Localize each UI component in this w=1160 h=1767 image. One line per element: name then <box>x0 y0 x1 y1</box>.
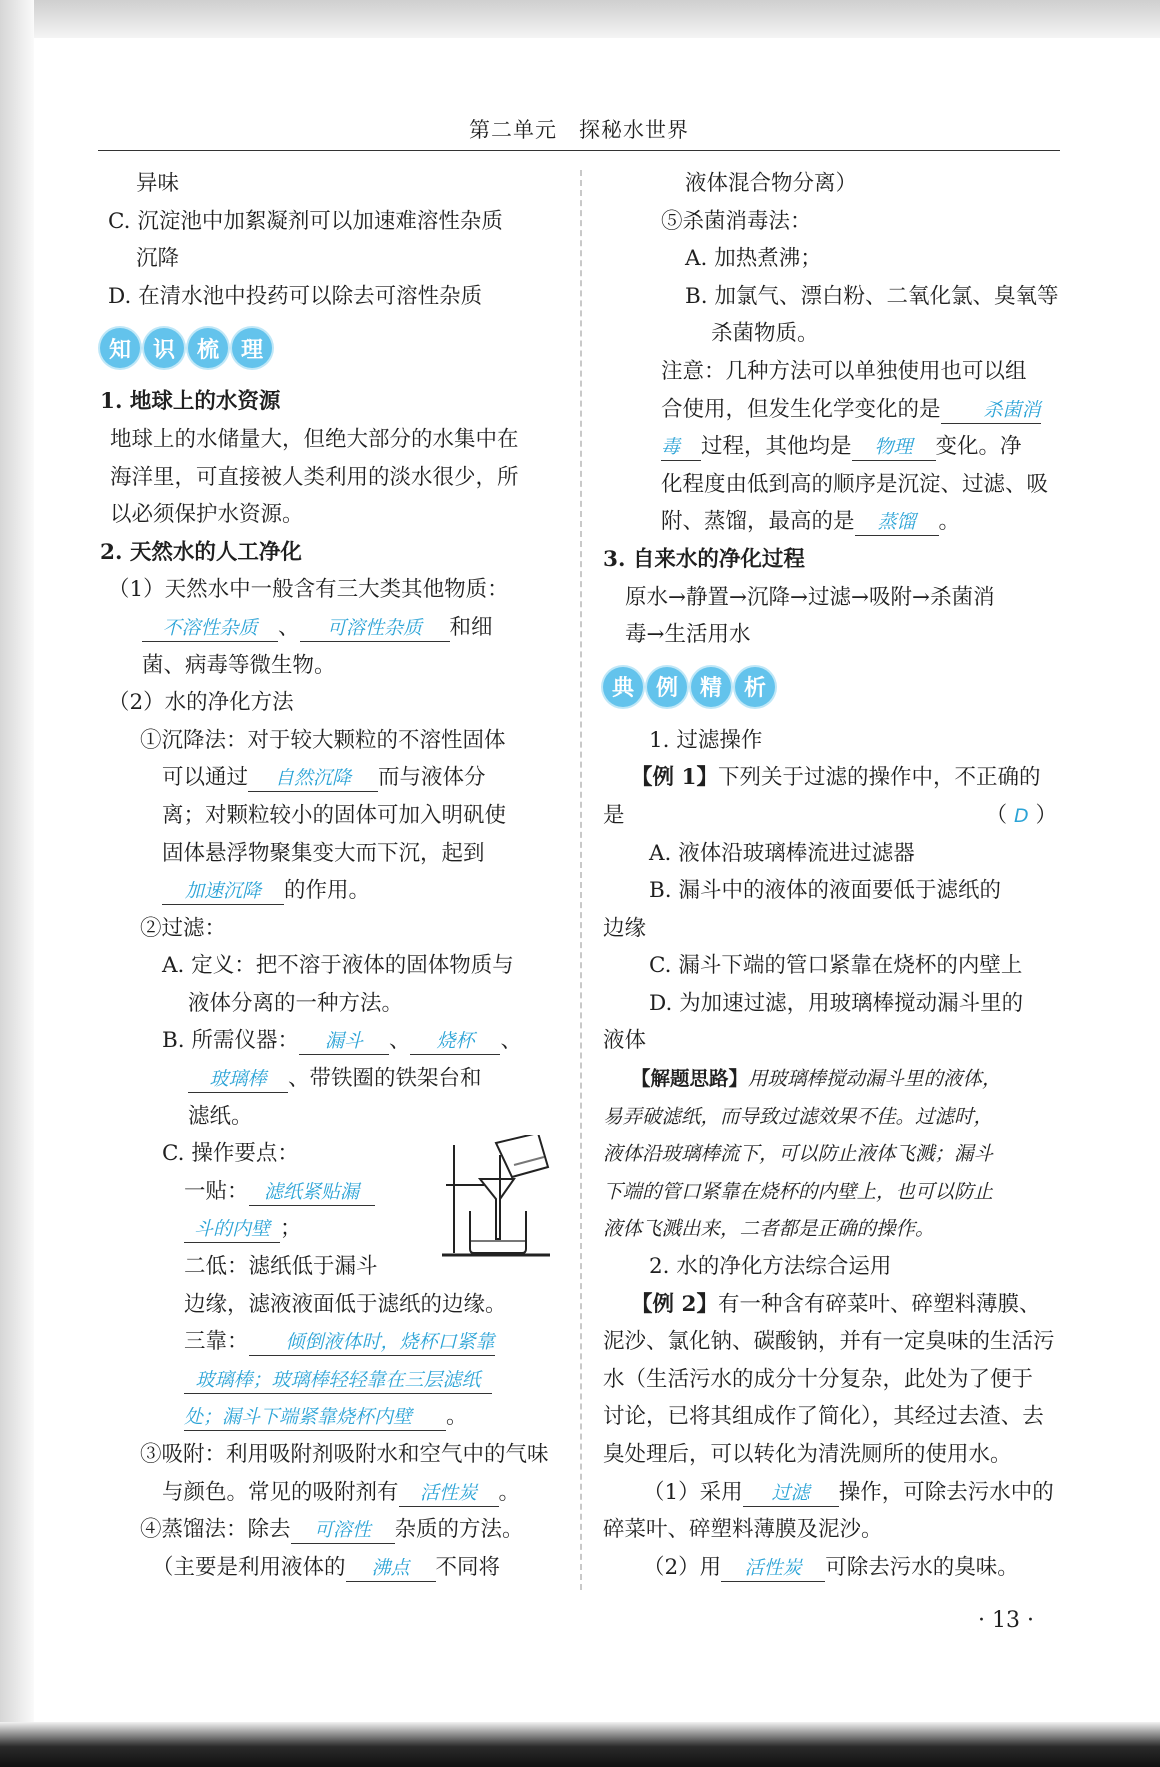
answer-blank: 烧杯 <box>410 1028 500 1055</box>
text-line: 臭处理后，可以转化为清洗厕所的使用水。 <box>603 1442 1012 1467</box>
text-line <box>100 1511 558 1549</box>
subsection-title: 2. 水的净化方法综合运用 <box>649 1254 892 1280</box>
text-line: 海洋里，可直接被人类利用的淡水很少，所 <box>110 464 519 490</box>
text: （ <box>985 802 1008 828</box>
text-line: 化程度由低到高的顺序是沉淀、过滤、吸 <box>661 471 1049 497</box>
text-line: 边缘，滤液液面低于滤纸的边缘。 <box>184 1291 507 1317</box>
text-line <box>100 1022 558 1060</box>
text: 可除去污水的臭味。 <box>825 1554 1019 1580</box>
text: （主要是利用液体的 <box>152 1554 346 1580</box>
text: 下列关于过滤的操作中，不正确的 <box>717 765 1041 791</box>
text-line <box>100 1474 558 1512</box>
text-line <box>100 1323 558 1361</box>
solution-line: 下端的管口紧靠在烧杯的内壁上，也可以防止 <box>603 1179 994 1203</box>
text-line: ⑤杀菌消毒法： <box>661 208 812 234</box>
text-line: C. 操作要点： <box>162 1141 299 1167</box>
text: 过程，其他均是 <box>701 434 852 460</box>
answer-blank: 活性炭 <box>399 1480 499 1507</box>
text: 可以通过 <box>162 765 249 791</box>
answer-blank: 自然沉降 <box>248 765 378 792</box>
text-line: 毒→生活用水 <box>625 622 751 648</box>
text-line: 液体 <box>603 1028 647 1054</box>
answer-blank: 物理 <box>852 434 936 461</box>
text: 附、蒸馏，最高的是 <box>661 509 855 535</box>
running-header: 第二单元 探秘水世界 <box>98 114 1060 151</box>
text-line: ③吸附：利用吸附剂吸附水和空气中的气味 <box>140 1442 549 1467</box>
section-title: 3. 自来水的净化过程 <box>603 546 805 572</box>
text-line: 原水→静置→沉降→过滤→吸附→杀菌消 <box>625 584 995 610</box>
text-line: A. 定义：把不溶于液体的固体物质与 <box>162 953 514 979</box>
badge-char: 精 <box>691 667 731 707</box>
option-d: D. 在清水池中投药可以除去可溶性杂质 <box>108 283 483 309</box>
answer-blank: 处；漏斗下端紧靠烧杯内壁 <box>184 1404 446 1431</box>
text: 的作用。 <box>284 878 371 904</box>
text-line: 讨论，已将其组成作了简化），其经过去渣、去 <box>603 1404 1044 1430</box>
text: 是 <box>603 802 625 828</box>
solution-tag: 【解题思路】 <box>631 1067 749 1091</box>
solution-line <box>603 1060 1063 1098</box>
text-line: 边缘 <box>603 915 647 941</box>
text: 、 <box>500 1028 522 1054</box>
answer-blank: 漏斗 <box>299 1028 389 1055</box>
answer-blank: 不溶性杂质 <box>142 615 278 642</box>
answer-blank: 斗的内壁 <box>184 1216 280 1243</box>
badge-char: 知 <box>100 328 140 368</box>
text-line: ①沉降法：对于较大颗粒的不溶性固体 <box>140 727 506 753</box>
text-line <box>603 391 1063 429</box>
text: 。 <box>446 1404 468 1430</box>
text: 一贴： <box>184 1178 249 1204</box>
text: 、 <box>388 1028 411 1054</box>
option-c: C. 漏斗下端的管口紧靠在烧杯的内壁上 <box>649 953 1023 979</box>
subsection-title: 1. 过滤操作 <box>649 727 763 753</box>
text: 三靠： <box>184 1329 249 1355</box>
text-line: 碎菜叶、碎塑料薄膜及泥沙。 <box>603 1517 883 1543</box>
solution-line: 液体沿玻璃棒流下，可以防止液体飞溅；漏斗 <box>603 1142 994 1166</box>
text: 、带铁圈的铁架台和 <box>288 1066 482 1092</box>
text-line: 以必须保护水资源。 <box>110 502 304 528</box>
text-line <box>603 1549 1063 1587</box>
example-tag: 【例 2】 <box>631 1291 718 1317</box>
option-a: A. 液体沿玻璃棒流进过滤器 <box>649 840 915 866</box>
example-question <box>603 759 1063 797</box>
page-bottom-shadow <box>0 1722 1160 1767</box>
text-line <box>100 609 558 647</box>
answer-blank: 毒 <box>661 434 701 461</box>
answer-blank: 沸点 <box>346 1555 436 1582</box>
text: 、 <box>278 614 300 640</box>
text-line: 地球上的水储量大，但绝大部分的水集中在 <box>110 426 519 452</box>
answer-blank: 蒸馏 <box>855 509 939 536</box>
text-line <box>100 1361 558 1399</box>
page-number: · 13 · <box>978 1608 1034 1633</box>
text-line <box>100 1398 558 1436</box>
text: 合使用，但发生化学变化的是 <box>661 396 941 422</box>
text-line: 水（生活污水的成分十分复杂，此处为了便于 <box>603 1366 1034 1392</box>
solution-line: 液体飞溅出来，二者都是正确的操作。 <box>603 1217 935 1241</box>
answer-choice: D <box>1014 804 1029 827</box>
text-line: （1）天然水中一般含有三大类其他物质： <box>108 577 509 603</box>
text: （1）采用 <box>643 1479 743 1505</box>
answer-blank: 过滤 <box>743 1480 839 1507</box>
text: 杂质的方法。 <box>394 1517 524 1543</box>
text-line: 杀菌物质。 <box>711 321 819 347</box>
text: 用玻璃棒搅动漏斗里的液体， <box>748 1067 1002 1091</box>
text-line: 液体分离的一种方法。 <box>188 990 404 1016</box>
option-d: D. 为加速过滤，用玻璃棒搅动漏斗里的 <box>649 990 1024 1016</box>
answer-blank: 活性炭 <box>721 1555 825 1582</box>
text-line <box>100 759 558 797</box>
answer-blank: 玻璃棒；玻璃棒轻轻靠在三层滤纸 <box>184 1367 492 1394</box>
text-line: 二低：滤纸低于漏斗 <box>184 1254 378 1280</box>
text: 与颜色。常见的吸附剂有 <box>162 1479 399 1505</box>
answer-bracket <box>986 797 1057 836</box>
text-line: 液体混合物分离） <box>685 171 858 196</box>
text: 操作，可除去污水中的 <box>838 1479 1054 1505</box>
left-column <box>100 165 558 1586</box>
text-line <box>100 872 558 910</box>
page-left-shadow <box>0 0 34 1767</box>
filtration-apparatus-illustration <box>440 1135 560 1259</box>
answer-blank: 可溶性杂质 <box>300 615 450 642</box>
text-line <box>603 1474 1063 1512</box>
badge-char: 典 <box>603 667 643 707</box>
answer-blank: 杀菌消 <box>941 397 1041 424</box>
text-line <box>100 1549 558 1587</box>
badge-char: 例 <box>647 667 687 707</box>
text-line: （2）水的净化方法 <box>108 690 294 716</box>
text: B. 所需仪器： <box>162 1028 299 1054</box>
section-title: 1. 地球上的水资源 <box>100 389 281 415</box>
option-b: B. 漏斗中的液体的液面要低于滤纸的 <box>649 878 1001 904</box>
text: 和细 <box>449 614 493 640</box>
text-line <box>100 1060 558 1098</box>
text: 不同将 <box>435 1554 501 1580</box>
answer-blank: 可溶性 <box>291 1517 395 1544</box>
solution-line: 易弄破滤纸，而导致过滤效果不佳。过滤时， <box>603 1104 994 1128</box>
text-line: ②过滤： <box>140 915 227 941</box>
badge-char: 梳 <box>188 328 228 368</box>
text-line: 离；对颗粒较小的固体可加入明矾使 <box>162 802 507 828</box>
right-column <box>603 165 1063 1586</box>
badge-char: 理 <box>232 328 272 368</box>
column-divider <box>580 170 582 1590</box>
text-line <box>603 428 1063 466</box>
text: 。 <box>938 509 961 535</box>
text: ④蒸馏法：除去 <box>140 1517 291 1543</box>
text-line: 异味 <box>136 171 180 196</box>
answer-blank: 玻璃棒 <box>188 1066 288 1093</box>
filtration-block <box>100 1135 558 1285</box>
text-line: 注意：几种方法可以单独使用也可以组 <box>661 358 1027 384</box>
option-c: C. 沉淀池中加絮凝剂可以加速难溶性杂质 <box>108 208 503 234</box>
text: 有一种含有碎菜叶、碎塑料薄膜、 <box>717 1291 1041 1317</box>
text-line <box>603 503 1063 541</box>
text: ； <box>280 1216 302 1242</box>
badge-char: 识 <box>144 328 184 368</box>
text-line: B. 加氯气、漂白粉、二氧化氯、臭氧等 <box>685 283 1059 309</box>
text-line: 沉降 <box>136 246 180 272</box>
section-title: 2. 天然水的人工净化 <box>100 539 302 565</box>
text: ） <box>1035 802 1057 828</box>
text-line: 滤纸。 <box>188 1103 253 1129</box>
examples-section-badge <box>603 658 1063 716</box>
text-line: 泥沙、氯化钠、碳酸钠，并有一定臭味的生活污 <box>603 1329 1055 1355</box>
badge-char: 析 <box>735 667 775 707</box>
knowledge-section-badge <box>100 319 558 377</box>
answer-blank: 滤纸紧贴漏 <box>249 1179 375 1206</box>
text-line <box>603 797 1063 835</box>
answer-blank: 加速沉降 <box>162 878 284 905</box>
text-line: 固体悬浮物聚集变大而下沉，起到 <box>162 840 485 866</box>
text: （2）用 <box>643 1554 722 1580</box>
example-tag: 【例 1】 <box>631 765 718 791</box>
text: 而与液体分 <box>378 765 486 791</box>
page-top-shadow <box>0 0 1160 38</box>
text: 变化。净 <box>935 434 1022 460</box>
text-line: A. 加热煮沸； <box>685 246 822 272</box>
text-line: 菌、病毒等微生物。 <box>142 652 336 678</box>
example-question <box>603 1286 1063 1324</box>
answer-blank: 倾倒液体时，烧杯口紧靠 <box>249 1329 495 1356</box>
text: 。 <box>498 1479 521 1505</box>
